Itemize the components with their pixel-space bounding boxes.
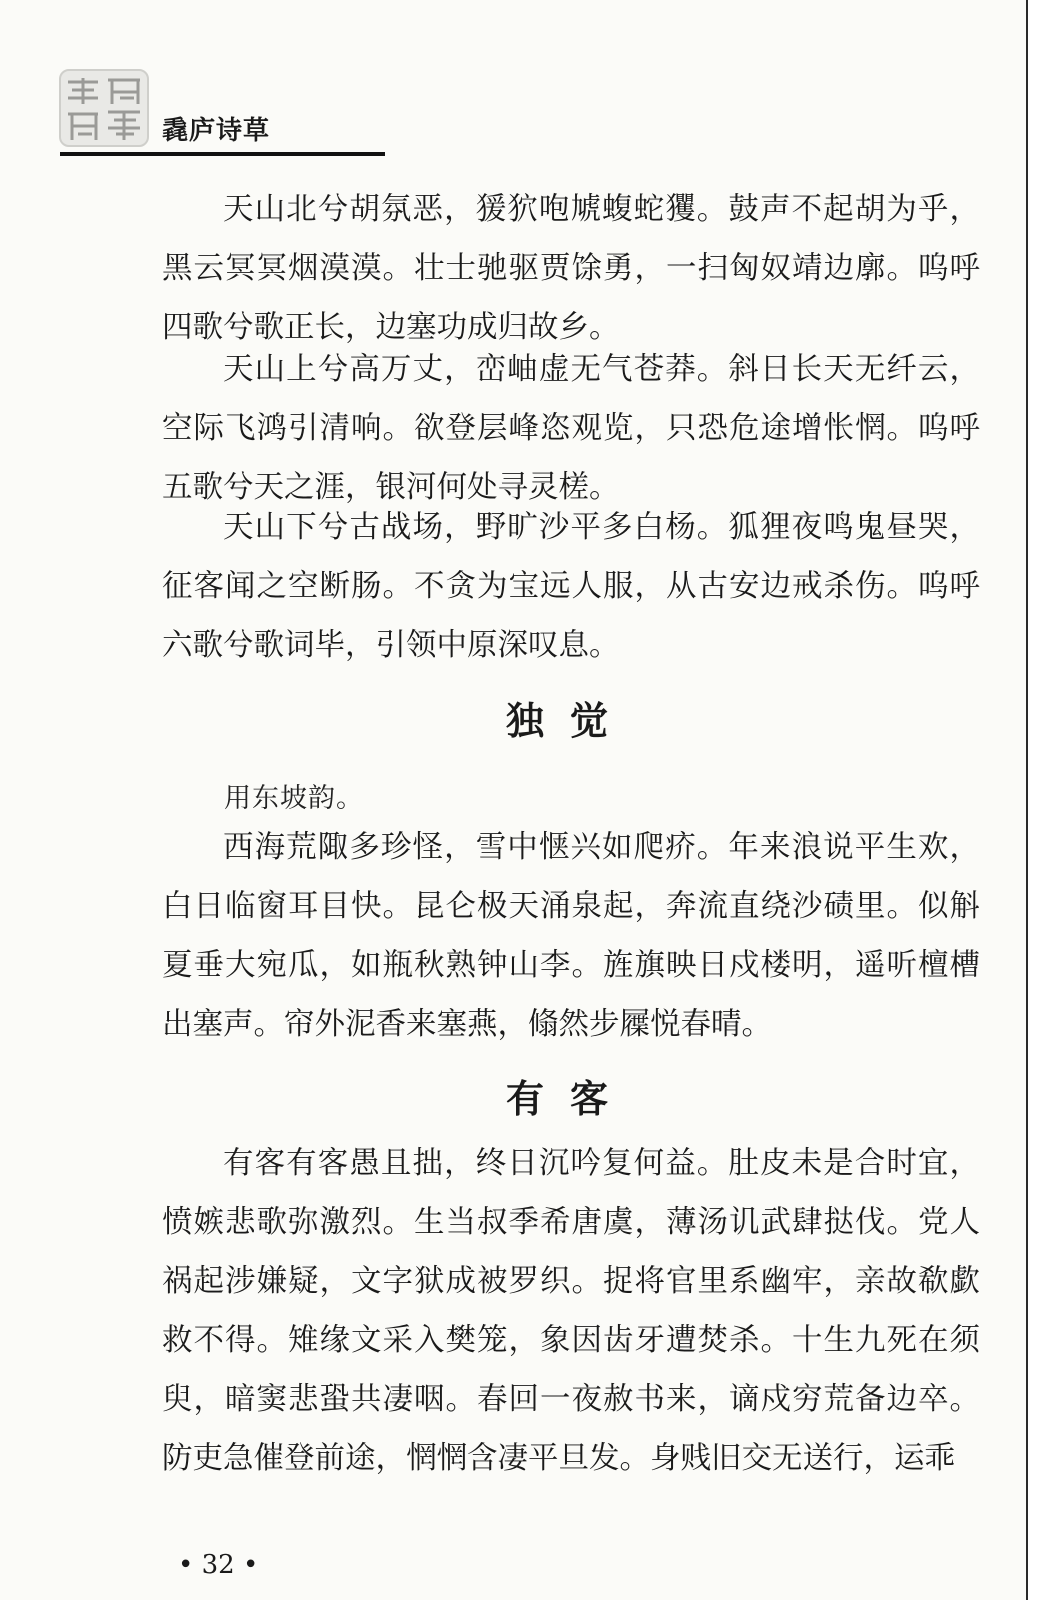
seal-stamp-icon — [58, 68, 150, 148]
poem-body-youke: 有客有客愚且拙，终日沉吟复何益。肚皮未是合时宜，愤嫉悲歌弥激烈。生当叔季希唐虞，薄汤讥武肆挞伐。党人祸起涉嫌疑，文字狱成被罗织。捉将官里系幽牢，亲故欷歔救不得。雉缘文采入樊笼，象因齿牙遭焚杀。十生九死在须臾，暗窦悲蛩共凄咽。春回一夜赦书来，谪戍穷荒备边卒。防吏急催登前途，惘惘含凄平旦发。身贱旧交无送行，运乖 — [162, 1146, 980, 1476]
poem-body-duju: 西海荒陬多珍怪，雪中惬兴如爬疥。年来浪说平生欢，白日临窗耳目快。昆仑极天涌泉起，奔流直绕沙碛里。似斛夏垂大宛瓜，如瓶秋熟钟山李。旌旗映日戍楼明，遥听檀槽出塞声。帘外泥香来塞燕，翛然步屧悦春晴。 — [162, 830, 980, 1042]
poem-stanza-6: 天山下兮古战场，野旷沙平多白杨。狐狸夜鸣鬼昼哭，征客闻之空断肠。不贪为宝远人服，从古安边戒杀伤。呜呼六歌兮歌词毕，引领中原深叹息。 — [162, 510, 980, 663]
header-rule — [60, 152, 385, 156]
poem-title-duju: 独觉 — [505, 698, 634, 743]
page-edge — [1026, 0, 1053, 1600]
poem-title-youke: 有客 — [505, 1076, 634, 1121]
page-number: • 32 • — [178, 1550, 259, 1580]
running-head-title: 毳庐诗草 — [162, 116, 271, 146]
poem-stanza-5: 天山上兮高万丈，峦岫虚无气苍莽。斜日长天无纤云，空际飞鸿引清响。欲登层峰恣观览，只恐危途增怅惘。呜呼五歌兮天之涯，银河何处寻灵槎。 — [162, 352, 980, 505]
poem-stanza-4: 天山北兮胡氛恶，猨狖咆虓蝮蛇玃。鼓声不起胡为乎，黑云冥冥烟漠漠。壮士驰驱贾馀勇，一扫匈奴靖边廓。呜呼四歌兮歌正长，边塞功成归故乡。 — [162, 192, 980, 345]
poem-note: 用东坡韵。 — [224, 783, 364, 814]
